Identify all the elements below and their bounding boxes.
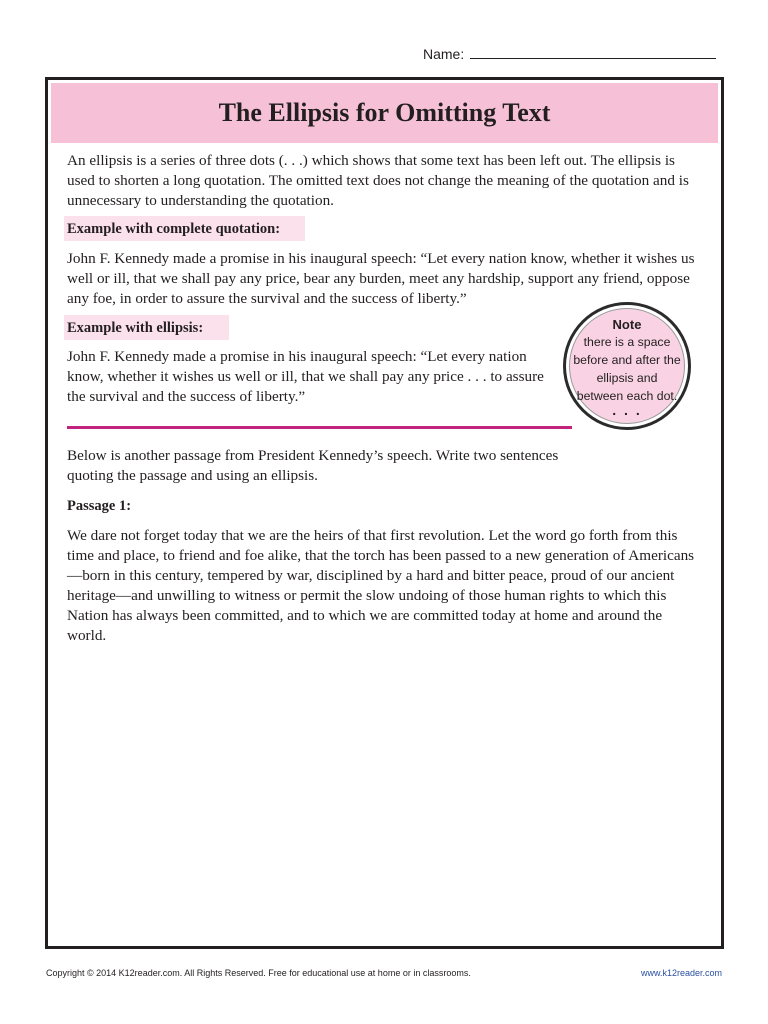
passage-text: We dare not forget today that we are the heirs of that first revolution. Let the word go forth from this time and place, to friend and foe alike, that the torch has been passed to a new generation of Americans—born in this century, tempered by war, disciplined by a hard and bitter peace, proud of our ancient heritage—and unwilling to witness or permit the slow undoing of those human rights to which this Nation has always been committed, and to which we are committed today at home and around the world. xyxy=(67,527,695,644)
copyright-text: Copyright © 2014 K12reader.com. All Rights Reserved. Free for educational use at home or in classrooms. xyxy=(46,968,471,978)
note-title: Note xyxy=(612,317,642,332)
section-divider xyxy=(67,426,572,429)
intro-paragraph: An ellipsis is a series of three dots (. . .) which shows that some text has been left out. The ellipsis is used to shorten a long quotation. The omitted text does not change the meaning of the quotation and is unnecessary to understanding the quotation. xyxy=(67,152,689,209)
note-dots: . . . xyxy=(612,402,642,418)
site-link[interactable]: www.k12reader.com xyxy=(640,968,722,978)
worksheet-frame xyxy=(45,77,724,949)
note-badge xyxy=(563,302,691,430)
example-ellipsis-text: John F. Kennedy made a promise in his inaugural speech: “Let every nation know, whether it wishes us well or ill, that we shall pay any price . . . to assure the survival and the success of liberty.” xyxy=(67,348,544,405)
note-circle xyxy=(569,308,685,424)
page-title: The Ellipsis for Omitting Text xyxy=(218,98,551,127)
title-band xyxy=(51,83,718,143)
example-ellipsis-label: Example with ellipsis: xyxy=(64,315,229,340)
note-text: there is a space before and after the ellipsis and between each dot. xyxy=(573,335,681,403)
example-complete-label: Example with complete quotation: xyxy=(64,216,305,241)
name-field[interactable] xyxy=(423,46,716,62)
footer xyxy=(46,968,722,978)
name-blank-line[interactable] xyxy=(470,46,716,59)
name-label: Name: xyxy=(423,46,465,62)
instructions: Below is another passage from President Kennedy’s speech. Write two sentences quoting the passage and using an ellipsis. xyxy=(67,447,559,484)
passage-heading: Passage 1: xyxy=(67,498,132,514)
example-complete-text: John F. Kennedy made a promise in his inaugural speech: “Let every nation know, whether it wishes us well or ill, that we shall pay any price, bear any burden, meet any hardship, support any friend, oppose any foe, in order to assure the survival and the success of liberty.” xyxy=(67,250,695,307)
